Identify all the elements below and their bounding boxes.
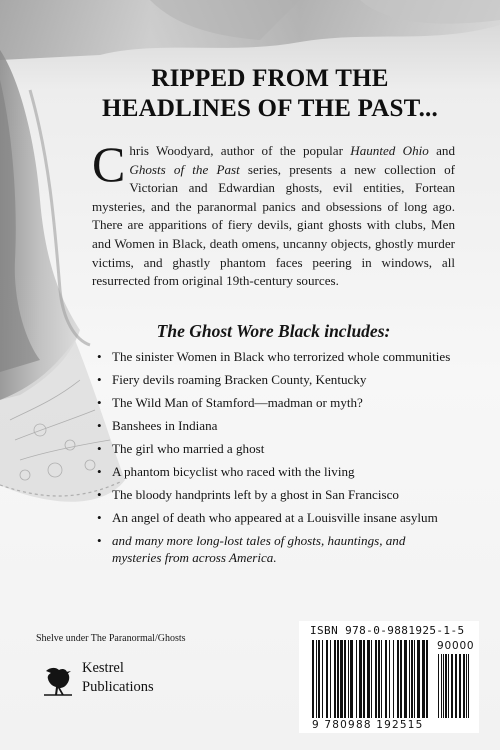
isbn-number: ISBN 978-0-9881925-1-5 bbox=[310, 624, 465, 637]
headline-line-2: HEADLINES OF THE PAST... bbox=[102, 95, 438, 122]
barcode-bar bbox=[348, 640, 349, 718]
list-item: • An angel of death who appeared at a Louisville insane asylum bbox=[97, 510, 438, 525]
barcode-bar bbox=[359, 640, 362, 718]
headline bbox=[60, 64, 480, 124]
bullet-icon: • bbox=[97, 372, 102, 387]
barcode-bar bbox=[417, 640, 420, 718]
includes-heading: The Ghost Wore Black includes: bbox=[156, 321, 391, 341]
ean-number: 9 780988 192515 bbox=[312, 719, 424, 731]
bullet-icon: • bbox=[97, 418, 102, 433]
barcode-bar bbox=[378, 640, 380, 718]
intro-paragraph bbox=[92, 136, 455, 291]
publisher-name-line-2: Publications bbox=[82, 679, 154, 695]
barcode-addon-bar bbox=[466, 654, 467, 718]
intro-title-ghosts-of-the-past: Ghosts of the Past bbox=[129, 161, 240, 177]
list-item: • The bloody handprints left by a ghost in San Francisco bbox=[97, 487, 399, 502]
barcode-bar bbox=[426, 640, 428, 718]
barcode-bar bbox=[316, 640, 317, 718]
barcode-bar bbox=[414, 640, 415, 718]
list-item: • The girl who married a ghost bbox=[97, 441, 265, 456]
intro-text-3: series, presents a new collection of Victorian and Edwardian ghosts, evil entities, Fortean mysteries, and the paranormal panics and obsessions of long ago. There are apparitions of fiery devils, giant ghosts with clubs, Men and Women in Black, death omens, uncanny objects, ghostly murder victims, and ghastly phantom faces peering in windows, all resurrected from original 19th-century sources. bbox=[92, 161, 455, 289]
publisher-name bbox=[82, 659, 154, 697]
kestrel-bird-icon bbox=[40, 657, 80, 697]
barcode-addon-bar bbox=[448, 654, 449, 718]
bullet-icon: • bbox=[97, 395, 102, 410]
barcode-addon-bar bbox=[438, 654, 439, 718]
barcode-bar bbox=[409, 640, 410, 718]
barcode-addon-number: 90000 bbox=[437, 640, 475, 652]
barcode-bar bbox=[385, 640, 387, 718]
list-item: • and many more long-lost tales of ghosts, hauntings, and mysteries from across America. bbox=[97, 533, 406, 565]
bullet-icon: • bbox=[97, 510, 102, 525]
barcode-bar bbox=[330, 640, 331, 718]
bullet-icon: • bbox=[97, 349, 102, 364]
barcode-bar bbox=[337, 640, 339, 718]
barcode-bar bbox=[375, 640, 377, 718]
barcode-bar bbox=[371, 640, 372, 718]
list-item: • The Wild Man of Stamford—madman or myth? bbox=[97, 395, 363, 410]
barcode-bar bbox=[393, 640, 394, 718]
list-item: • Banshees in Indiana bbox=[97, 418, 218, 433]
barcode-bar bbox=[340, 640, 343, 718]
barcode-addon-bar bbox=[451, 654, 453, 718]
barcode-bar bbox=[344, 640, 346, 718]
barcode-bar bbox=[404, 640, 407, 718]
barcode-bar bbox=[367, 640, 370, 718]
bullet-icon: • bbox=[97, 464, 102, 479]
bullet-icon: • bbox=[97, 487, 102, 502]
intro-text-1: hris Woodyard, author of the popular bbox=[129, 143, 351, 158]
barcode-bar bbox=[411, 640, 413, 718]
barcode-addon-bar bbox=[459, 654, 461, 718]
barcode-addon-bar bbox=[463, 654, 465, 718]
barcode-addon-bar bbox=[455, 654, 457, 718]
barcode-bar bbox=[350, 640, 353, 718]
barcode-addon-bar bbox=[445, 654, 447, 718]
barcode-addon-bar bbox=[443, 654, 444, 718]
bullet-icon: • bbox=[97, 533, 102, 548]
shelving-note: Shelve under The Paranormal/Ghosts bbox=[36, 633, 186, 644]
barcode-bar bbox=[356, 640, 357, 718]
barcode-addon-bar bbox=[441, 654, 442, 718]
barcode-bar bbox=[318, 640, 320, 718]
barcode-addon-bar bbox=[468, 654, 469, 718]
headline-line-1: RIPPED FROM THE bbox=[151, 65, 389, 92]
list-item: • Fiery devils roaming Bracken County, Kentucky bbox=[97, 372, 367, 387]
barcode-bar bbox=[322, 640, 323, 718]
barcode-bar bbox=[389, 640, 390, 718]
barcode-bar bbox=[363, 640, 365, 718]
intro-text-2: and bbox=[428, 143, 455, 158]
barcode-bar bbox=[334, 640, 336, 718]
bullet-icon: • bbox=[97, 441, 102, 456]
features-list bbox=[92, 348, 457, 572]
barcode-bar bbox=[312, 640, 314, 718]
list-item: • The sinister Women in Black who terrorized whole communities bbox=[97, 349, 451, 364]
barcode-bar bbox=[400, 640, 402, 718]
barcode-bar bbox=[326, 640, 328, 718]
publisher-name-line-1: Kestrel bbox=[82, 660, 124, 676]
barcode-bar bbox=[397, 640, 399, 718]
barcode-bar bbox=[422, 640, 425, 718]
intro-title-haunted-ohio: Haunted Ohio bbox=[350, 143, 429, 158]
barcode-bar bbox=[381, 640, 382, 718]
list-item: • A phantom bicyclist who raced with the living bbox=[97, 464, 355, 479]
drop-cap: C bbox=[92, 136, 126, 192]
